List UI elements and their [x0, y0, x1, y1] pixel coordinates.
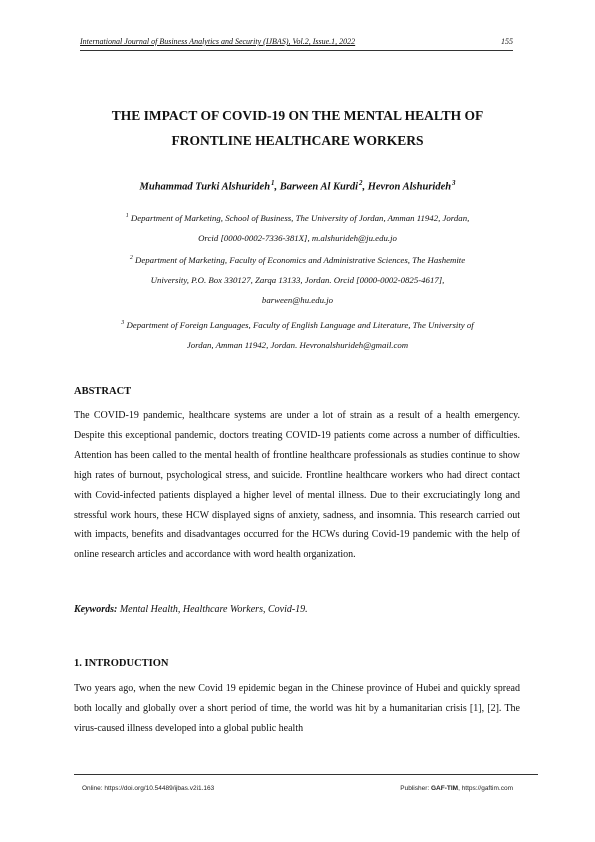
- affiliation-marker: 2: [129, 255, 133, 261]
- author-name: Hevron Alshurideh: [367, 181, 452, 193]
- title-line-1: THE IMPACT OF COVID-19 ON THE MENTAL HEALTH OF: [111, 108, 484, 123]
- footer-doi: [82, 785, 214, 792]
- journal-citation: International Journal of Business Analytics and Security (IJBAS), Vol.2, Issue.1, 2022: [80, 37, 356, 46]
- footer-publisher-label: Publisher:: [400, 785, 430, 792]
- author-name: Muhammad Turki Alshurideh: [139, 181, 271, 193]
- keywords: [74, 604, 308, 615]
- footer-divider: [74, 774, 538, 775]
- page-number: 155: [501, 37, 513, 46]
- keywords-value: Mental Health, Healthcare Workers, Covid-19.: [119, 604, 308, 615]
- abstract-heading: ABSTRACT: [74, 386, 132, 397]
- affiliation-line: barween@hu.edu.jo: [261, 294, 334, 305]
- introduction-body: Two years ago, when the new Covid 19 epidemic began in the Chinese province of Hubei and quickly spread both locally and globally over a short period of time, the world was hit by a humanitarian crisis [1], [2]. The virus-caused illness developed into a global public health: [74, 683, 520, 734]
- abstract-body: The COVID-19 pandemic, healthcare systems are under a lot of strain as a result of a health emergency. Despite this exceptional pandemic, doctors treating COVID-19 patients come across a number of difficulties. Attention has been called to the mental health of frontline healthcare professionals as studies continue to show high rates of burnout, psychological stress, and suicide. Frontline healthcare workers who had direct contact with Covid-infected patients displayed a higher level of mental illness. Due to their excruciatingly long and stressful work hours, these HCW displayed signs of anxiety, sadness, and insomnia. This research carried out with impacts, benefits and disadvantages occurred for the HCWs during Covid-19 pandemic with the help of online research articles and accordance with word health organization.: [74, 410, 520, 561]
- affiliation-line: Department of Marketing, School of Business, The University of Jordan, Amman 11942, Jordan,: [130, 212, 470, 223]
- doi-link[interactable]: https://doi.org/10.54489/ijbas.v2i1.163: [104, 785, 215, 792]
- author-affiliation-marker: 3: [451, 179, 456, 187]
- running-header: [80, 36, 513, 51]
- footer-online-label: Online:: [82, 785, 103, 792]
- affiliation-marker: 1: [125, 213, 129, 219]
- author-affiliation-marker: 2: [358, 179, 363, 187]
- affiliation-line: Orcid [0000-0002-7336-381X], m.alshurideh@ju.edu.jo: [198, 232, 397, 243]
- affiliation-3: [74, 313, 521, 355]
- title-line-2: FRONTLINE HEALTHCARE WORKERS: [171, 133, 424, 148]
- affiliation-2: [74, 248, 521, 310]
- publisher-name: GAF-TIM: [431, 785, 459, 792]
- author-list: Muhammad Turki Alshurideh $^1$, Barween Al Kurdi $^2$, Hevron Alshurideh $^3$: [139, 179, 456, 193]
- publisher-link[interactable]: , https://gaftim.com: [458, 785, 513, 792]
- footer-publisher: [400, 785, 513, 792]
- affiliation-1: [74, 206, 521, 248]
- affiliation-line: Department of Marketing, Faculty of Economics and Administrative Sciences, The Hashemite: [135, 254, 466, 265]
- introduction-heading: 1. INTRODUCTION: [74, 658, 169, 669]
- affiliation-line: Jordan, Amman 11942, Jordan. Hevronalshurideh@gmail.com: [186, 339, 409, 350]
- author-affiliation-marker: 1: [270, 179, 275, 187]
- paper-title: [0, 103, 595, 153]
- affiliation-line: University, P.O. Box 330127, Zarqa 13133, Jordan. Orcid [0000-0002-0825-4617],: [150, 274, 445, 285]
- keywords-label: Keywords:: [74, 604, 118, 615]
- author-name: Barween Al Kurdi: [279, 181, 359, 193]
- affiliation-line: Department of Foreign Languages, Faculty of English Language and Literature, The University of: [126, 319, 474, 330]
- affiliation-marker: 3: [121, 320, 125, 326]
